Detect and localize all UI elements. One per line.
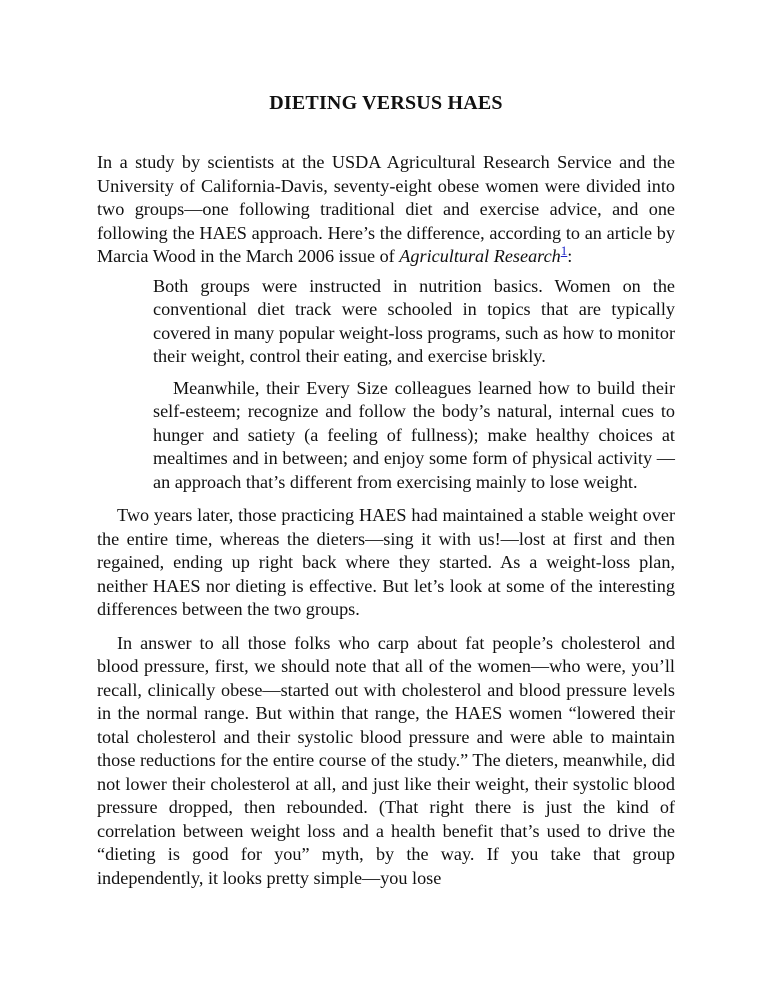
block-quote [153, 275, 675, 495]
page-title: DIETING VERSUS HAES [269, 92, 503, 114]
journal-title: Agricultural Research [399, 246, 561, 266]
intro-text: In a study by scientists at the USDA Agricultural Research Service and the University of California-Davis, seventy-eight obese women were divided into two groups—one following traditional diet and exercise advice, and one following the HAES approach. Here’s the difference, according to an article by Marcia Wood in the March 2006 issue of [97, 152, 675, 266]
intro-end: : [567, 246, 573, 266]
intro-paragraph [97, 151, 675, 269]
quote-paragraph-1: Both groups were instructed in nutrition basics. Women on the conventional diet track were schooled in topics that are typically covered in many popular weight-loss programs, such as how to monitor their weight, control their eating, and exercise briskly. [153, 275, 675, 366]
quote-paragraph-2: Meanwhile, their Every Size colleagues learned how to build their self-esteem; recognize and follow the body’s natural, internal cues to hunger and satiety (a feeling of fullness); make healthy choices at mealtimes and in between; and enjoy some form of physical activity —an approach that’s different from exercising mainly to lose weight. [153, 377, 675, 492]
cholesterol-paragraph: In answer to all those folks who carp about fat people’s cholesterol and blood pressure, first, we should note that all of the women—who were, you’ll recall, clinically obese—started out with cholesterol and blood pressure levels in the normal range. But within that range, the HAES women “lowered their total cholesterol and their systolic blood pressure and were able to maintain those reductions for the entire course of the study.” The dieters, meanwhile, did not lower their cholesterol at all, and just like their weight, their systolic blood pressure dropped, then rebounded. (That right there is just the kind of correlation between weight loss and a health benefit that’s used to drive the “dieting is good for you” myth, by the way. If you take that group independently, it looks pretty simple—you lose [97, 632, 675, 888]
footnote-link[interactable]: 1 [560, 242, 568, 258]
results-paragraph: Two years later, those practicing HAES had maintained a stable weight over the entire time, whereas the dieters—sing it with us!—lost at first and then regained, ending up right back where they started. As a weight-loss plan, neither HAES nor dieting is effective. But let’s look at some of the interesting differences between the two groups. [97, 505, 675, 619]
